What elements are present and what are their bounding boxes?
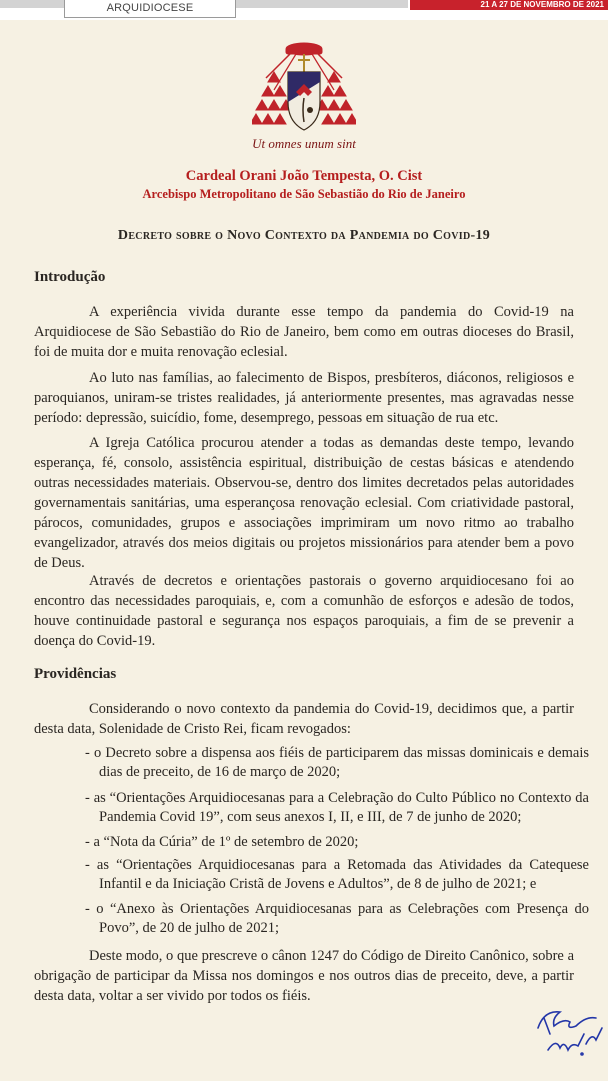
intro-paragraph: Através de decretos e orientações pastorais o governo arquidiocesano foi ao encontro das necessidades paroquiais, e, com a comunhão de esforços e adesão de todos, houve continuidade pastoral e segurança nos espaços paroquiais, a fim de se prevenir a doença do Covid-19. xyxy=(34,573,574,649)
handwritten-signature-icon xyxy=(530,988,608,1068)
closing-paragraph: Deste modo, o que prescreve o cânon 1247 do Código de Direito Canônico, sobre a obrigação de participar da Missa nos domingos e nos outros dias de preceito, deve, a partir desta data, voltar a ser vivido por todos os fiéis. xyxy=(34,948,574,1004)
cardinal-coat-of-arms-icon xyxy=(252,38,356,150)
section-tab: ARQUIDIOCESE xyxy=(64,0,236,18)
newspaper-header xyxy=(0,0,608,20)
decree-page xyxy=(0,20,608,1081)
intro-paragraph: A experiência vivida durante esse tempo da pandemia do Covid-19 na Arquidiocese de São Sebastião do Rio de Janeiro, bem como em outras dioceses do Brasil, foi de muita dor e muita renovação eclesial. xyxy=(34,304,574,360)
revoked-item: - o “Anexo às Orientações Arquidiocesanas para as Celebrações com Presença do Povo”, de 20 de julho de 2021; xyxy=(85,901,589,936)
section-heading-providencias: Providências xyxy=(34,666,117,682)
revoked-item: - as “Orientações Arquidiocesanas para a Retomada das Atividades da Catequese Infantil e da Iniciação Cristã de Jovens e Adultos”, de 8 de julho de 2021; e xyxy=(85,857,589,892)
heraldic-motto: Ut omnes unum sint xyxy=(252,136,356,151)
intro-paragraph: A Igreja Católica procurou atender a todas as demandas deste tempo, levando esperança, fé, consolo, assistência espiritual, distribuição de cestas básicas e atendendo outras necessidades materiais. Observou-se, dentro dos limites decretados pelas autoridades governamentais sanitárias, uma esperançosa renovação eclesial. Com criatividade pastoral, párocos, comunidades, grupos e associações imprimiram um novo ritmo ao trabalho evangelizador, através dos meios digitais ou projetos missionários para atender bem a povo de Deus. xyxy=(34,435,574,571)
author-title: Arcebispo Metropolitano de São Sebastião do Rio de Janeiro xyxy=(142,187,466,201)
providencias-intro: Considerando o novo contexto da pandemia do Covid-19, decidimos que, a partir desta data, Solenidade de Cristo Rei, ficam revogados: xyxy=(34,701,574,737)
revoked-item: - o Decreto sobre a dispensa aos fiéis de participarem das missas dominicais e demais dias de preceito, de 16 de março de 2020; xyxy=(85,745,589,780)
author-name: Cardeal Orani João Tempesta, O. Cist xyxy=(185,168,423,184)
revoked-item: - as “Orientações Arquidiocesanas para a Celebração do Culto Público no Contexto da Pandemia Covid 19”, com seus anexos I, II, e III, de 7 de junho de 2020; xyxy=(85,790,589,825)
date-banner: 21 A 27 DE NOVEMBRO DE 2021 xyxy=(410,0,608,10)
revoked-item: - a “Nota da Cúria” de 1º de setembro de 2020; xyxy=(85,834,359,850)
intro-paragraph: Ao luto nas famílias, ao falecimento de Bispos, presbíteros, diáconos, religiosos e paroquianos, uniram-se tristes realidades, já anteriormente presentes, mas agravadas nesse período: depressão, suicídio, fome, desemprego, pessoas em situação de rua etc. xyxy=(34,370,574,426)
section-heading-introducao: Introdução xyxy=(34,269,106,285)
document-title: Decreto sobre o Novo Contexto da Pandemia do Covid-19 xyxy=(117,228,491,243)
